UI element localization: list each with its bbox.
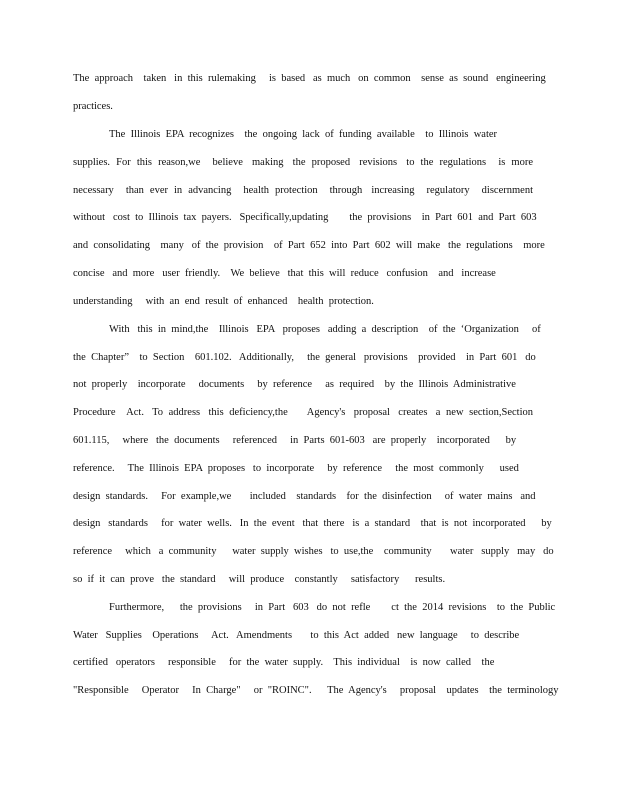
paragraph-2-line-7: understanding with an end result of enhanced health protection.: [73, 296, 374, 307]
paragraph-2-line-2: supplies. For this reason,we believe making the proposed revisions to the regulations is more: [73, 157, 533, 168]
paragraph-3-line-7: design standards. For example,we included standards for the disinfection of water mains and: [73, 491, 536, 502]
paragraph-3-line-10: so if it can prove the standard will produce constantly satisfactory results.: [73, 574, 446, 585]
paragraph-3-line-8: design standards for water wells. In the event that there is a standard that is not incorporated by: [73, 518, 552, 529]
paragraph-3-line-5: 601.115, where the documents referenced in Parts 601-603 are properly incorporated by: [73, 435, 517, 446]
paragraph-3-line-1: With this in mind,the Illinois EPA proposes adding a description of the ‘Organization of: [109, 324, 541, 335]
paragraph-2-line-5: and consolidating many of the provision of Part 652 into Part 602 will make the regulations more: [73, 240, 545, 251]
paragraph-1-line-1: The approach taken in this rulemaking is based as much on common sense as sound engineering: [73, 73, 546, 84]
paragraph-4-line-3: certified operators responsible for the water supply. This individual is now called the: [73, 657, 495, 668]
paragraph-2-line-4: without cost to Illinois tax payers. Specifically,updating the provisions in Part 601 and Part 603: [73, 212, 537, 223]
paragraph-2-line-6: concise and more user friendly. We believe that this will reduce confusion and increase: [73, 268, 496, 279]
paragraph-2-line-1: The Illinois EPA recognizes the ongoing lack of funding available to Illinois water: [109, 129, 498, 140]
paragraph-3-line-9: reference which a community water supply wishes to use,the community water supply may do: [73, 546, 554, 557]
paragraph-3-line-3: not properly incorporate documents by reference as required by the Illinois Administrative: [73, 379, 516, 390]
paragraph-4-line-1: Furthermore, the provisions in Part 603 do not refle ct the 2014 revisions to the Public: [109, 602, 556, 613]
paragraph-3-line-6: reference. The Illinois EPA proposes to incorporate by reference the most commonly used: [73, 463, 519, 474]
paragraph-3-line-4: Procedure Act. To address this deficiency,the Agency's proposal creates a new section,Section: [73, 407, 533, 418]
paragraph-4-line-2: Water Supplies Operations Act. Amendments to this Act added new language to describe: [73, 630, 520, 641]
paragraph-4-line-4: "Responsible Operator In Charge" or "ROINC". The Agency's proposal updates the terminology: [73, 685, 559, 696]
paragraph-1-line-2: practices.: [73, 101, 113, 112]
paragraph-2-line-3: necessary than ever in advancing health protection through increasing regulatory discernment: [73, 185, 533, 196]
paragraph-3-line-2: the Chapter” to Section 601.102. Additionally, the general provisions provided in Part 601 do: [73, 352, 536, 363]
